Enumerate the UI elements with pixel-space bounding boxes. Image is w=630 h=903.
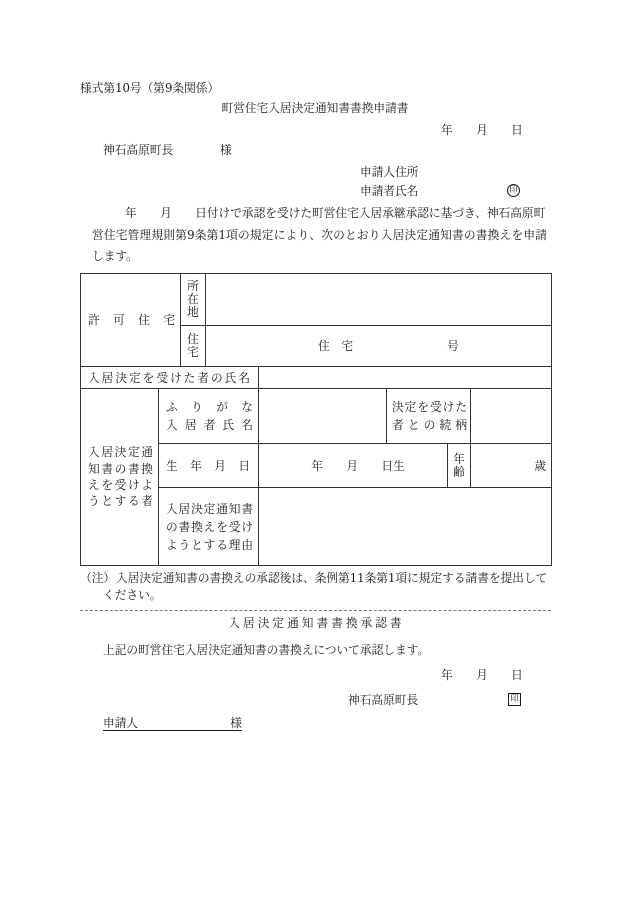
- reason-value-cell: [259, 488, 552, 566]
- birthdate-value: 年 月 日生: [311, 458, 405, 473]
- approver-seal-mark: 印: [508, 693, 521, 706]
- applicant-name-label: 申請者氏名: [360, 184, 419, 198]
- table-row: [81, 389, 552, 444]
- location-value-cell: [206, 274, 552, 326]
- application-date: 年 月 日: [441, 123, 523, 137]
- approver-name: 神石高原町長: [348, 693, 419, 707]
- birthdate-label-cell: [159, 444, 259, 488]
- decision-recipient-value-cell: [259, 367, 552, 389]
- age-label: 年齢: [453, 451, 465, 479]
- housing-label-cell: [181, 326, 206, 367]
- application-table: [80, 273, 552, 566]
- cut-line-separator: [80, 610, 551, 611]
- applicant-address-label: 申請人住所: [360, 165, 419, 179]
- reason-label-cell: [159, 488, 259, 566]
- housing-name-text: 住 宅: [318, 339, 354, 353]
- relationship-label-cell: [387, 389, 471, 444]
- furigana-label: ふりがな: [166, 400, 254, 414]
- resident-name-label-cell: [159, 389, 259, 444]
- housing-number-suffix: 号: [447, 339, 459, 353]
- age-label-cell: [448, 444, 471, 488]
- application-body-line: 営住宅管理規則第9条第1項の規定により、次のとおり入居決定通知書の書換えを申請: [92, 228, 548, 242]
- table-row: [81, 367, 552, 389]
- table-row: [81, 274, 552, 326]
- rewrite-applicant-label-cell: [81, 389, 159, 566]
- location-label: 所在地: [187, 279, 199, 319]
- table-body: [81, 274, 552, 566]
- rewrite-applicant-label: 入居決定通知書の書換えを受けようとする者: [88, 445, 153, 509]
- application-body-line: 年 月 日付けで承認を受けた町営住宅入居承継承認に基づき、神石高原町: [125, 206, 546, 220]
- birthdate-value-cell: [259, 444, 448, 488]
- approval-title: 入居決定通知書書換承認書: [228, 616, 405, 630]
- page-title: 町営住宅入居決定通知書書換申請書: [221, 101, 409, 115]
- note-label: （注）: [80, 571, 116, 585]
- addressee-line: [103, 143, 232, 157]
- recipient-honorific: 様: [230, 716, 242, 730]
- recipient-label: 申請人: [103, 716, 139, 730]
- decision-recipient-label-cell: [81, 367, 259, 389]
- application-body-line: します。: [92, 249, 138, 263]
- relationship-value-cell: [471, 389, 552, 444]
- reason-label: 入居決定通知書の書換えを受けようとする理由: [166, 501, 254, 552]
- age-value-cell: [471, 444, 552, 488]
- approval-date: 年 月 日: [441, 668, 523, 682]
- applicant-seal-mark: 印: [507, 184, 520, 197]
- age-unit: 歳: [534, 458, 547, 473]
- permitted-housing-label-cell: [81, 274, 181, 367]
- location-label-cell: [181, 274, 206, 326]
- addressee-name: 神石高原町長: [103, 143, 174, 157]
- housing-label: 住宅: [187, 332, 199, 359]
- form-number: 様式第10号（第9条関係）: [80, 81, 220, 95]
- relationship-label: 決定を受けた者との続柄: [392, 400, 468, 432]
- permitted-housing-label: 許可住宅: [88, 313, 176, 327]
- approval-body: 上記の町営住宅入居決定通知書の書換えについて承認します。: [103, 643, 430, 657]
- note-line: 入居決定通知書の書換えの承認後は、条例第11条第1項に規定する請書を提出して: [116, 571, 548, 585]
- addressee-honorific: 様: [219, 143, 232, 157]
- note-line: ください。: [103, 588, 162, 602]
- housing-value-cell: [206, 326, 552, 367]
- resident-name-value-cell: [259, 389, 387, 444]
- birthdate-label: 生年月日: [166, 458, 251, 473]
- decision-recipient-label: 入居決定を受けた者の氏名: [88, 370, 251, 385]
- resident-name-label: 入居者氏名: [166, 418, 254, 432]
- recipient-line: [103, 716, 242, 731]
